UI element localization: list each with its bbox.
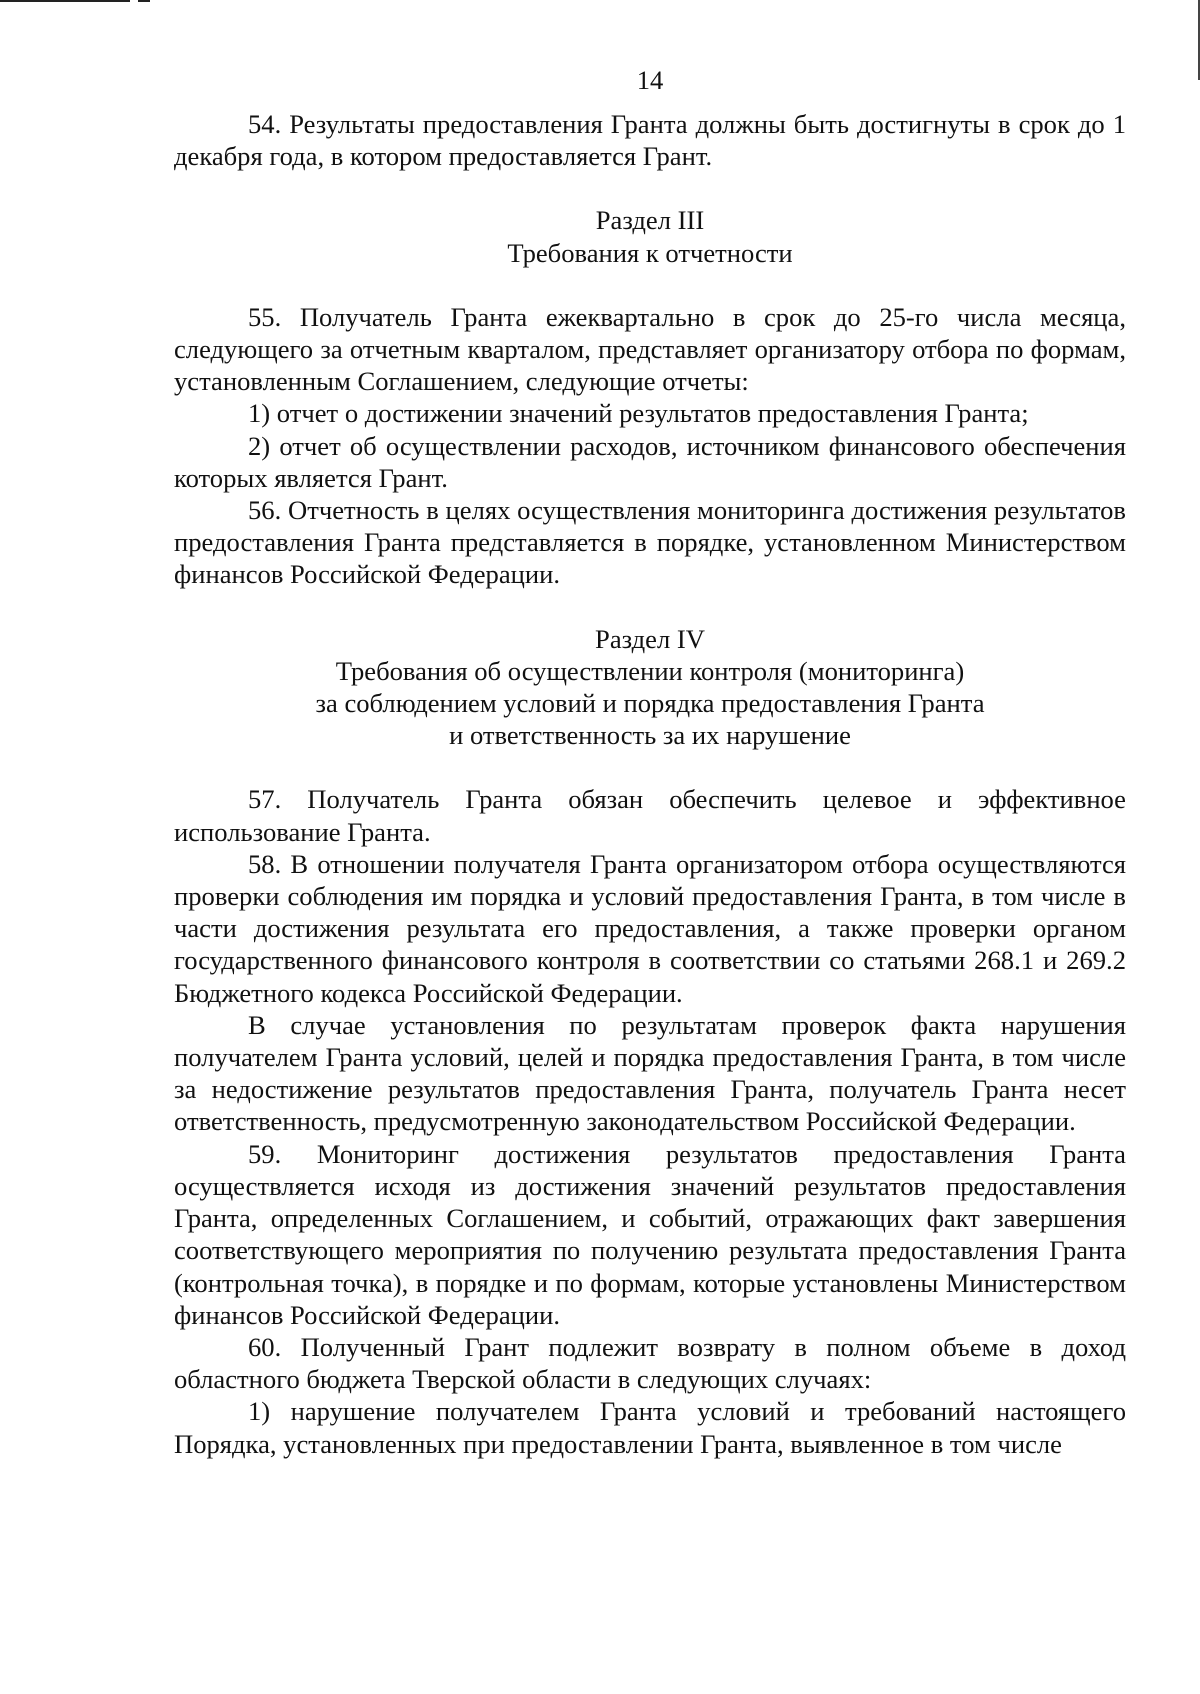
section-gap — [174, 269, 1126, 301]
page-number: 14 — [636, 65, 664, 95]
paragraph-60: 60. Полученный Грант подлежит возврату в полном объеме в доход областного бюджета Тверской области в следующих случаях: — [174, 1331, 1126, 1395]
section-3-title: Раздел III — [595, 205, 705, 236]
section-gap — [174, 172, 1126, 204]
scan-artifact-line — [138, 0, 150, 2]
paragraph-55-item-1: 1) отчет о достижении значений результатов предоставления Гранта; — [248, 398, 1029, 429]
paragraph-58-continued: В случае установления по результатам проверок факта нарушения получателем Гранта условий, целей и порядка предоставления Гранта, в том числе за недостижение результатов предоставления Гранта, получатель Гранта несет ответственность, предусмотренную законодательством Российской Федерации. — [174, 1009, 1126, 1137]
document-body — [174, 64, 1126, 1460]
paragraph-56: 56. Отчетность в целях осуществления мониторинга достижения результатов предоставления Гранта представляется в порядке, установленном Министерством финансов Российской Федерации. — [174, 495, 1126, 590]
paragraph-54: 54. Результаты предоставления Гранта должны быть достигнуты в срок до 1 декабря года, в котором предоставляется Грант. — [174, 109, 1126, 172]
section-4-title: Раздел IV — [595, 623, 705, 654]
paragraph-55: 55. Получатель Гранта ежеквартально в срок до 25-го числа месяца, следующего за отчетным кварталом, представляет организатору отбора по формам, установленным Соглашением, следующие отчеты: — [174, 301, 1126, 397]
section-gap — [174, 591, 1126, 623]
section-4-subtitle-line-3: и ответственность за их нарушение — [449, 720, 851, 751]
paragraph-59: 59. Мониторинг достижения результатов предоставления Гранта осуществляется исходя из достижения значений результатов предоставления Гранта, определенных Соглашением, и событий, отражающих факт завершения соответствующего мероприятия по получению результата предоставления Гранта (контрольная точка), в порядке и по формам, которые установлены Министерством финансов Российской Федерации. — [174, 1138, 1126, 1330]
paragraph-58: 58. В отношении получателя Гранта организатором отбора осуществляются проверки соблюдения им порядка и условий предоставления Гранта, в том числе в части достижения результата его предоставления, а также проверки органом государственного финансового контроля в соответствии со статьями 268.1 и 269.2 Бюджетного кодекса Российской Федерации. — [174, 848, 1126, 1008]
section-gap — [174, 751, 1126, 783]
section-3-subtitle: Требования к отчетности — [507, 237, 793, 268]
section-4-subtitle-line-1: Требования об осуществлении контроля (мониторинга) — [335, 655, 965, 686]
paragraph-60-item-1: 1) нарушение получателем Гранта условий и требований настоящего Порядка, установленных при предоставлении Гранта, выявленное в том числе — [174, 1396, 1126, 1459]
paragraph-55-item-2: 2) отчет об осуществлении расходов, источником финансового обеспечения которых является Грант. — [174, 430, 1126, 493]
scan-artifact-line — [0, 0, 130, 2]
section-4-subtitle-line-2: за соблюдением условий и порядка предоставления Гранта — [315, 688, 985, 719]
paragraph-57: 57. Получатель Гранта обязан обеспечить целевое и эффективное использование Гранта. — [174, 784, 1126, 847]
